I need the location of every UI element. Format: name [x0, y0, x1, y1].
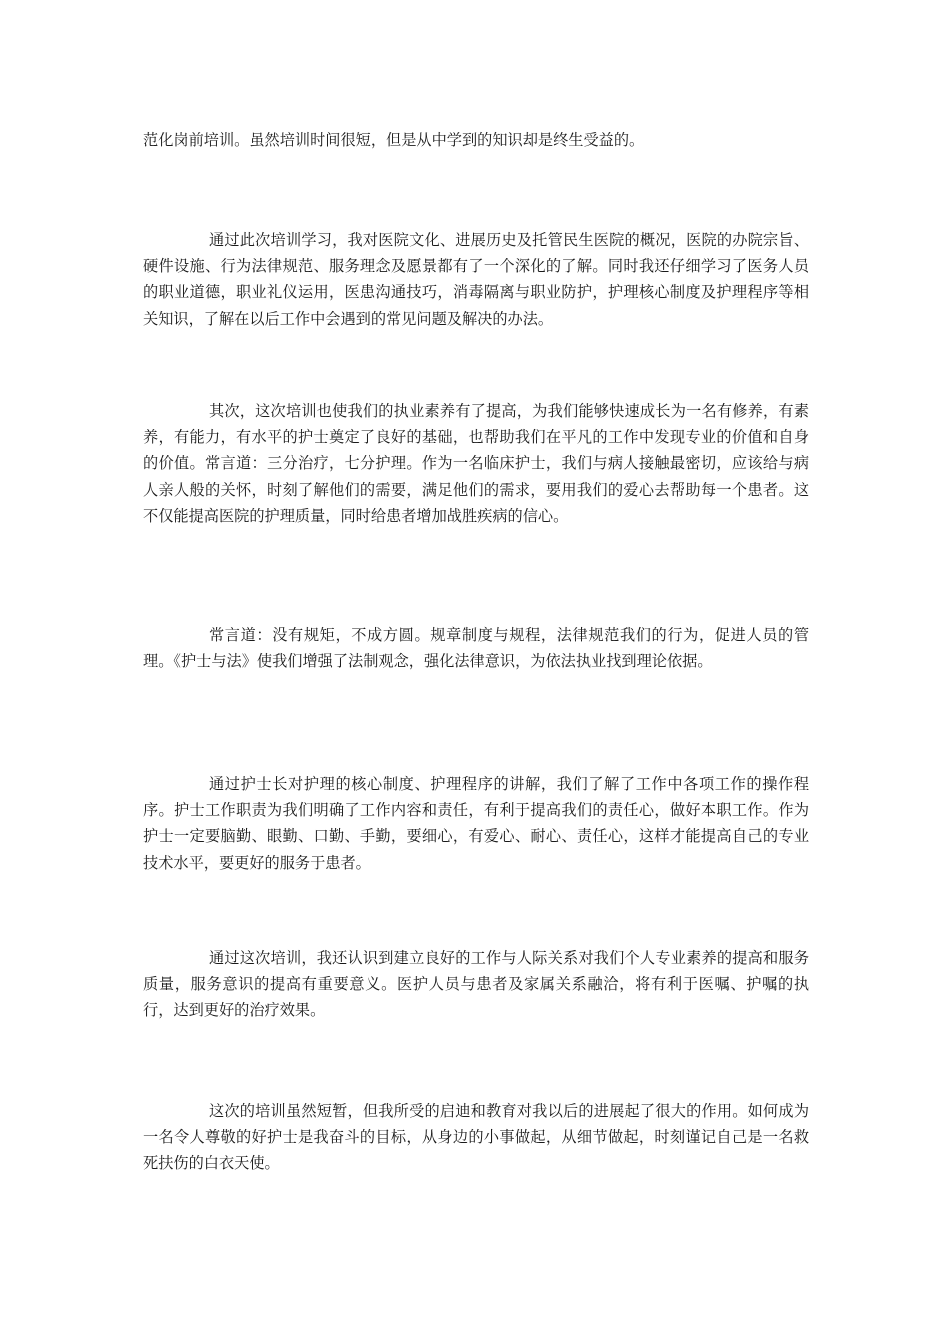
paragraph-continuation: 范化岗前培训。虽然培训时间很短，但是从中学到的知识却是终生受益的。: [143, 131, 645, 149]
paragraph-hospital-culture: 通过此次培训学习，我对医院文化、进展历史及托管民生医院的概况，医院的办院宗旨、硬件设施、行为法律规范、服务理念及愿景都有了一个深化的了解。同时我还仔细学习了医务人员的职业道德，职业礼仪运用，医患沟通技巧，消毒隔离与职业防护，护理核心制度及护理程序等相关知识，了解在以后工作中会遇到的常见问题及解决的办法。: [143, 231, 809, 328]
paragraph-core-procedures: 通过护士长对护理的核心制度、护理程序的讲解，我们了解了工作中各项工作的操作程序。护士工作职责为我们明确了工作内容和责任，有利于提高我们的责任心，做好本职工作。作为护士一定要脑勤、眼勤、口勤、手勤，要细心，有爱心、耐心、责任心，这样才能提高自己的专业技术水平，要更好的服务于患者。: [143, 775, 809, 872]
paragraph-rules-and-law: 常言道：没有规矩，不成方圆。规章制度与规程，法律规范我们的行为，促进人员的管理。《护士与法》使我们增强了法制观念，强化法律意识，为依法执业找到理论依据。: [143, 626, 809, 671]
paragraph-conclusion: 这次的培训虽然短暂，但我所受的启迪和教育对我以后的进展起了很大的作用。如何成为一名令人尊敬的好护士是我奋斗的目标，从身边的小事做起，从细节做起，时刻谨记自己是一名救死扶伤的白衣天使。: [143, 1102, 809, 1173]
paragraph-relationships: 通过这次培训，我还认识到建立良好的工作与人际关系对我们个人专业素养的提高和服务质量，服务意识的提高有重要意义。医护人员与患者及家属关系融洽，将有利于医嘱、护嘱的执行，达到更好的治疗效果。: [143, 949, 809, 1020]
paragraph-professional-quality: 其次，这次培训也使我们的执业素养有了提高，为我们能够快速成长为一名有修养，有素养，有能力，有水平的护士奠定了良好的基础，也帮助我们在平凡的工作中发现专业的价值和自身的价值。常言道：三分治疗，七分护理。作为一名临床护士，我们与病人接触最密切，应该给与病人亲人般的关怀，时刻了解他们的需要，满足他们的需求，要用我们的爱心去帮助每一个患者。这不仅能提高医院的护理质量，同时给患者增加战胜疾病的信心。: [143, 402, 809, 525]
